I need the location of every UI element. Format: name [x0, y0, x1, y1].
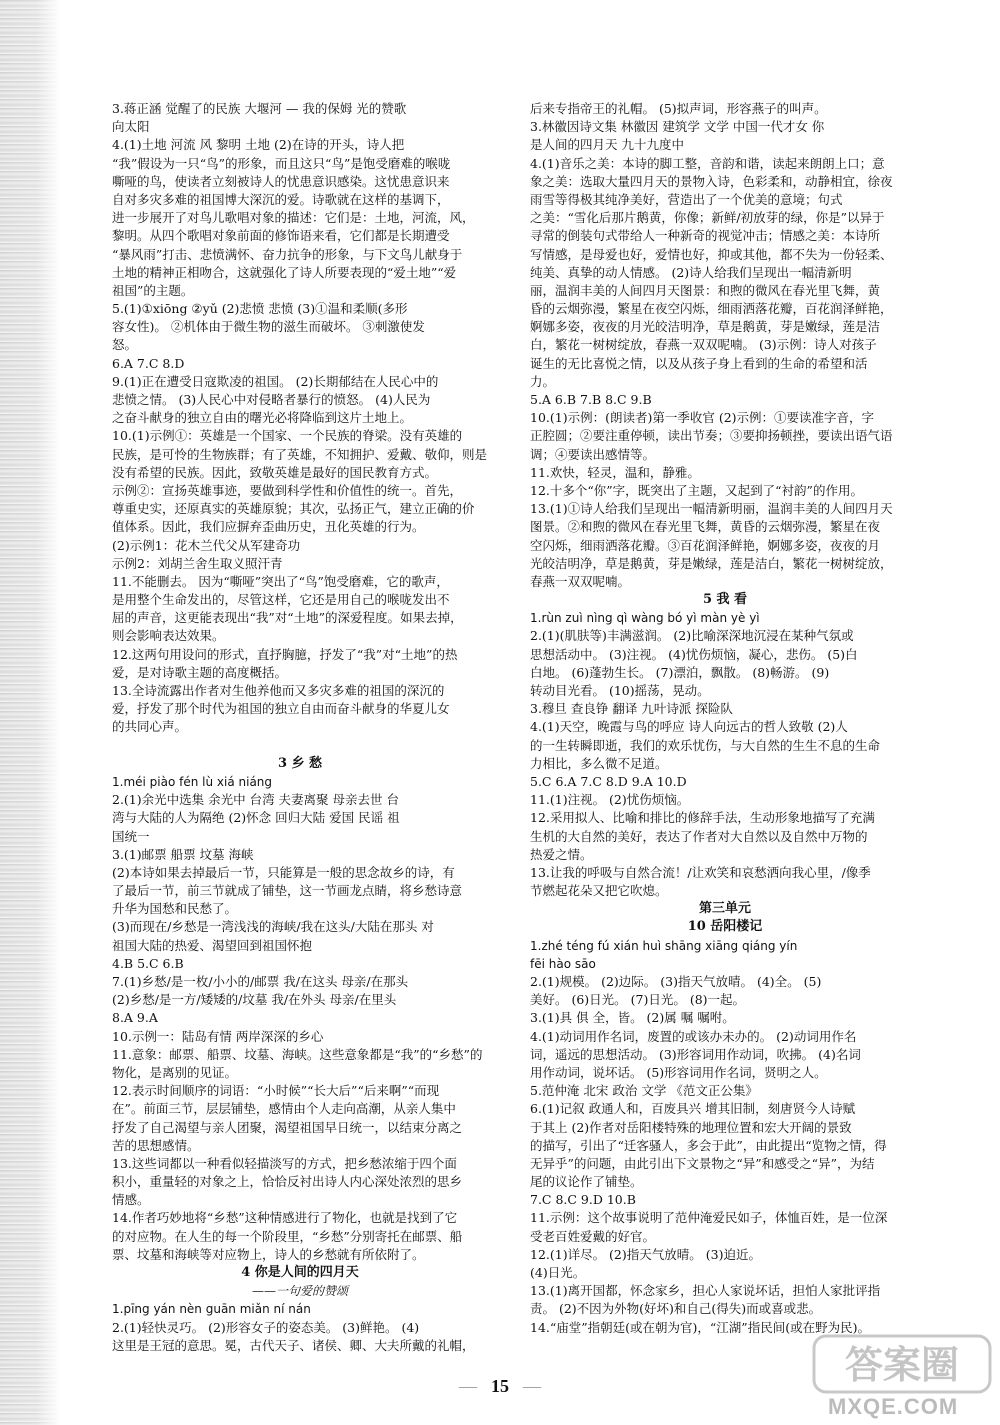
answer-line: 2.(1)(肌肤等)丰满滋润。 (2)比喻深深地沉浸在某种气氛或: [530, 628, 854, 644]
answer-line: 寻常的倒装句式带给人一种新奇的视觉冲击；情感之美：本诗所: [530, 228, 881, 244]
answer-line: 抒发了自己渴望与亲人团聚，渴望祖国早日统一，以结束分离之: [112, 1119, 463, 1135]
section-heading: 10 岳阳楼记: [687, 919, 763, 935]
answer-line: 空闪烁，细雨洒落花瓣。③百花润泽鲜艳，婀娜多姿，夜夜的月: [530, 537, 881, 553]
answer-line: 2.(1)规模。 (2)边际。 (3)指天气放晴。 (4)全。 (5): [530, 974, 822, 989]
left-column: [112, 100, 488, 1355]
answer-line: 13.全诗流露出作者对生他养他而又多灾多难的祖国的深沉的: [112, 683, 445, 698]
answer-line: 14.“庙堂”指朝廷(或在朝为官)，“江湖”指民间(或在野为民)。: [530, 1319, 870, 1335]
answer-line: 4.B 5.C 6.B: [112, 955, 184, 971]
answer-line: (2)乡愁/是一方/矮矮的/坟墓 我/在外头 母亲/在里头: [112, 992, 397, 1008]
answer-line: 14.作者巧妙地将“乡愁”这种情感进行了物化，也就是找到了它: [112, 1210, 458, 1226]
answer-line: 诞生的无比喜悦之情，以及从孩子身上看到的生命的希望和活: [530, 355, 868, 371]
answer-line: 2.(1)余光中选集 余光中 台湾 夫妻离聚 母亲去世 台: [112, 792, 400, 808]
answer-line: 民族，是可怜的生物族群；有了英雄，不知拥护、爱戴、敬仰，则是: [112, 446, 488, 462]
answer-line: 尊重史实，还原真实的英雄原貌；其次，弘扬正气，建立正确的价: [112, 501, 475, 517]
answer-line: 力。: [530, 373, 556, 389]
answer-line: 自对多灾多难的祖国博大深沉的爱。诗歌就在这样的基调下，: [112, 191, 450, 207]
answer-line: 力相比，多么微不足道。: [530, 755, 668, 771]
answer-line: 在”。前面三节，层层铺垫，感情由个人走向高潮，从亲人集中: [112, 1101, 456, 1117]
answer-line: 纯美、真挚的动人情感。 (2)诗人给我们呈现出一幅清新明: [530, 264, 852, 280]
answer-line: 4.(1)土地 河流 风 黎明 土地 (2)在诗的开头，诗人把: [112, 137, 405, 153]
answer-line: 国统一: [112, 828, 150, 844]
answer-line: “暴风雨”打击、悲愤满怀、奋力抗争的形象，与下文鸟儿献身于: [112, 246, 463, 262]
answer-line: 后来专指帝王的礼帽。 (5)拟声词，形容燕子的叫声。: [530, 101, 827, 116]
answer-line: 11.示例：这个故事说明了范仲淹爱民如子，体恤百姓，是一位深: [530, 1210, 888, 1226]
answer-line: 热爱之情。: [530, 846, 593, 862]
answer-line: (2)本诗如果去掉最后一节，只能算是一般的思念故乡的诗，有: [112, 864, 455, 880]
answer-line: 值体系。因此，我们应摒弃歪曲历史，丑化英雄的行为。: [112, 519, 425, 535]
answer-line: 转动目光看。 (10)摇荡，晃动。: [530, 683, 710, 698]
answer-line: 是人间的四月天 九十九度中: [530, 137, 684, 153]
answer-line: 3.(1)邮票 船票 坟墓 海峡: [112, 846, 254, 862]
answer-line: 词，遥远的思想活动。 (3)形容词用作动词，吹拂。 (4)名词: [530, 1046, 861, 1062]
answer-line: 昏的云烟弥漫，繁星在夜空闪烁，细雨洒落花瓣，百花润泽鲜艳，: [530, 301, 893, 317]
answer-line: 尾的议论作了铺垫。: [530, 1174, 643, 1190]
answer-line: 物化，是离别的见证。: [112, 1064, 238, 1080]
answer-line: 6.(1)记叙 政通人和，百废具兴 增其旧制，刻唐贤今人诗赋: [530, 1101, 856, 1117]
answer-line: (4)日光。: [530, 1265, 586, 1280]
answer-line: 13.让我的呼吸与自然合流！/让欢笑和哀愁洒向我心里，/像季: [530, 864, 871, 880]
answer-line: 7.C 8.C 9.D 10.B: [530, 1192, 636, 1208]
answer-line: 情感。: [112, 1192, 150, 1208]
answer-line: 湾与大陆的人为隔绝 (2)怀念 回归大陆 爱国 民谣 祖: [112, 810, 400, 826]
answer-line: 爱，抒发了那个时代为祖国的独立自由而奋斗献身的华夏儿女: [112, 701, 450, 717]
right-column: [530, 100, 920, 1337]
answer-line: 向太阳: [112, 119, 150, 135]
answer-line: 思想活动中。 (3)注视。 (4)忧伤烦恼，凝心，悲伤。 (5)白: [530, 646, 858, 662]
answer-line: 祖国大陆的热爱、渴望回到祖国怀抱: [112, 937, 313, 953]
answer-line: 10.(1)示例①：英雄是一个国家、一个民族的脊梁。没有英雄的: [112, 428, 463, 444]
answer-line: 白地。 (6)蓬勃生长。 (7)漂泊，飘散。 (8)畅游。 (9): [530, 664, 830, 680]
answer-line: 节燃起花朵又把它吹熄。: [530, 883, 668, 899]
answer-line: 苦的思想感情。: [112, 1137, 200, 1153]
answer-line: 3.穆旦 查良铮 翻译 九叶诗派 探险队: [530, 701, 733, 717]
answer-line: 白，繁花一树树绽放，春燕一双双呢喃。 (3)示例：诗人对孩子: [530, 337, 877, 353]
answer-line: 3.林徽因诗文集 林徽因 建筑学 文学 中国一代才女 你: [530, 119, 825, 135]
answer-line: 正腔圆；②要注重停顿，读出节奏；③要抑扬顿挫，要读出语气语: [530, 428, 893, 444]
answer-line: 1.pīng yán nèn guān miǎn ní nán: [112, 1302, 311, 1317]
answer-line: 则会影响表达效果。: [112, 628, 225, 644]
answer-line: 责。 (2)不因为外物(好坏)和自己(得失)而或喜或悲。: [530, 1301, 822, 1317]
answer-line: 10.(1)示例：(朗读者)第一季收官 (2)示例：①要读准字音，字: [530, 410, 875, 426]
answer-line: 丽，温润丰美的人间四月天图景：和煦的微风在春光里飞舞，黄: [530, 282, 881, 298]
answer-line: 6.A 7.C 8.D: [112, 355, 185, 371]
answer-line: 图景。②和煦的微风在春光里飞舞，黄昏的云烟弥漫，繁星在夜: [530, 519, 881, 535]
answer-line: 没有希望的民族。因此，致敬英雄是最好的国民教育方式。: [112, 464, 438, 480]
answer-line: 的对应物。在人生的每一个阶段里，“乡愁”分别寄托在邮票、船: [112, 1228, 463, 1244]
answer-line: 黎明。从四个歌唱对象前面的修饰语来看，它们都是长期遭受: [112, 228, 450, 244]
answer-line: 了最后一节，前三节就成了铺垫，这一节画龙点睛，将乡愁诗意: [112, 883, 463, 899]
answer-line: 爱，是对诗歌主题的高度概括。: [112, 664, 288, 680]
answer-line: 3.(1)具 俱 全，皆。 (2)属 嘱 嘱咐。: [530, 1010, 735, 1026]
answer-line: 12.表示时间顺序的词语：“小时候”“长大后”“后来啊”“而现: [112, 1083, 440, 1099]
answer-line: [112, 737, 488, 755]
answer-line: 5.(1)①xiōng ②yǔ (2)悲愤 悲愤 (3)①温和柔顺(多形: [112, 301, 408, 317]
answer-line: 悲愤之情。 (3)人民心中对侵略者暴行的愤怒。 (4)人民为: [112, 392, 431, 407]
answer-line: fēi hào sāo: [530, 956, 596, 971]
answer-line: 祖国”的主题。: [112, 282, 194, 298]
answer-line: 8.A 9.A: [112, 1010, 158, 1026]
answer-line: 生机的大自然的美好，表达了作者对大自然以及自然中万物的: [530, 828, 868, 844]
section-heading: 第三单元: [698, 901, 751, 917]
scan-shadow-edge: [0, 0, 60, 1425]
answer-line: 7.(1)乡愁/是一枚/小小的/邮票 我/在这头 母亲/在那头: [112, 974, 409, 989]
answer-line: 5.C 6.A 7.C 8.D 9.A 10.D: [530, 773, 687, 789]
answer-line: 12.十多个“你”字，既突出了主题，又起到了“衬韵”的作用。: [530, 482, 863, 498]
answer-line: 13.(1)离开国都，怀念家乡，担心人家说坏话，担怕人家批评指: [530, 1283, 881, 1299]
answer-line: 嘶哑的鸟，使读者立刻被诗人的忧患意识感染。这忧患意识来: [112, 173, 450, 189]
answer-line: 5.A 6.B 7.B 8.C 9.B: [530, 392, 652, 407]
answer-line: 2.(1)轻快灵巧。 (2)形容女子的姿态美。 (3)鲜艳。 (4): [112, 1319, 420, 1335]
answer-line: 1.zhé téng fú xián huì shāng xiāng qiáng yín: [530, 938, 798, 953]
answer-line: 之美：“雪化后那片鹅黄，你像；新鲜/初放芽的绿，你是”以异于: [530, 210, 885, 226]
answer-line: 的描写，引出了“迁客骚人，多会于此”，由此提出“览物之情，得: [530, 1137, 887, 1153]
answer-line: 4.(1)动词用作名词，废置的或该办未办的。 (2)动词用作名: [530, 1028, 857, 1044]
answer-line: (3)而现在/乡愁是一湾浅浅的海峡/我在这头/大陆在那头 对: [112, 919, 434, 935]
answer-line: 用作动词，说坏话。 (5)形容词用作名词，贤明之人。: [530, 1064, 827, 1080]
answer-line: 3.蒋正涵 觉醒了的民族 大堰河 — 我的保姆 光的赞歌: [112, 101, 407, 116]
answer-line: “我”假设为一只“鸟”的形象，而且这只“鸟”是饱受磨难的喉咙: [112, 155, 451, 171]
answer-line: 的共同心声。: [112, 719, 188, 735]
answer-line: 无异乎”的问题，由此引出下文景物之“异”和感受之“异”，为结: [530, 1155, 875, 1171]
answer-line: 的一生转瞬即逝，我们的欢乐忧伤，与大自然的生生不息的生命: [530, 737, 881, 753]
answer-line: 之奋斗献身的独立自由的曙光必将降临到这片土地上。: [112, 410, 413, 426]
answer-line: 雨雪等得极其纯净美好，营造出了一个优美的意境；句式: [530, 191, 843, 207]
answer-line: 12.这两句用设问的形式，直抒胸臆，抒发了“我”对“土地”的热: [112, 646, 458, 662]
answer-line: 进一步展开了对鸟儿歌唱对象的描述：它们是：土地，河流，风，: [112, 210, 475, 226]
answer-line: 11.不能删去。 因为“嘶哑”突出了“鸟”饱受磨难，它的歌声，: [112, 573, 449, 589]
answer-line: 1.rùn zuì nìng qì wàng bó yì màn yè yì: [530, 611, 760, 626]
answer-line: 票、坟墓和海峡等对应物上，诗人的乡愁就有所依附了。: [112, 1246, 425, 1262]
answer-line: 于其上 (2)作者对岳阳楼特殊的地理位置和宏大开阔的景致: [530, 1119, 852, 1135]
watermark-logo: [810, 1330, 995, 1425]
answer-line: 11.意象：邮票、船票、坟墓、海峡。这些意象都是“我”的“乡愁”的: [112, 1046, 483, 1062]
answer-line: 受老百姓爱戴的好官。: [530, 1228, 656, 1244]
answer-line: 9.(1)正在遭受日寇欺凌的祖国。 (2)长期郁结在人民心中的: [112, 373, 439, 389]
answer-line: 象之美：选取大量四月天的景物入诗，色彩柔和，动静相宜，徐夜: [530, 173, 893, 189]
answer-line: 5.范仲淹 北宋 政治 文学 《范文正公集》: [530, 1083, 758, 1099]
answer-line: 示例2：刘胡兰舍生取义照汗青: [112, 555, 283, 571]
section-heading: 4 你是人间的四月天: [241, 1265, 359, 1280]
watermark-site: MXQE.COM: [828, 1394, 959, 1419]
answer-line: 美好。 (6)日光。 (7)日光。 (8)一起。: [530, 992, 746, 1008]
answer-line: 这里是王冠的意思。冕，古代天子、诸侯、卿、大夫所戴的礼帽，: [112, 1337, 475, 1353]
answer-line: 示例②：宣扬英雄事迹，要做到科学性和价值性的统一。首先，: [112, 482, 463, 498]
answer-line: (2)示例1：花木兰代父从军建奇功: [112, 537, 301, 553]
answer-line: 怒。: [112, 337, 138, 353]
answer-line: 12.(1)详尽。 (2)指天气放晴。 (3)迫近。: [530, 1246, 761, 1262]
answer-line: 10.示例一：陆岛有情 两岸深深的乡心: [112, 1028, 324, 1044]
answer-line: 积小，重量轻的对象之上，恰恰反衬出诗人内心深处浓烈的思乡: [112, 1174, 463, 1190]
answer-line: 13.(1)①诗人给我们呈现出一幅清新明丽，温润丰美的人间四月天: [530, 501, 893, 517]
answer-line: 4.(1)音乐之美：本诗的脚工整，音韵和谐，读起来朗朗上口；意: [530, 155, 885, 171]
answer-line: 13.这些词都以一种看似轻描淡写的方式，把乡愁浓缩于四个面: [112, 1155, 457, 1171]
page-number: — 15 —: [0, 1376, 1000, 1397]
answer-line: 11.(1)注视。 (2)忧伤烦恼。: [530, 792, 690, 808]
answer-line: 春燕一双双呢喃。: [530, 573, 631, 589]
section-subtitle: ——一句爱的赞颂: [251, 1284, 348, 1299]
answer-line: 土地的精神正相吻合，这就强化了诗人所要表现的“爱土地”“爱: [112, 264, 457, 280]
answer-line: 是用整个生命发出的，尽管这样，它还是用自己的喉咙发出不: [112, 592, 450, 608]
answer-line: 4.(1)天空，晚霞与鸟的呼应 诗人向远古的哲人致敬 (2)人: [530, 719, 848, 735]
answer-line: 屈的声音，这更能表现出“我”对“土地”的深爱程度。如果去掉，: [112, 610, 463, 626]
watermark-logo-icon: [810, 1330, 995, 1400]
answer-line: 调；④要读出感情等。: [530, 446, 656, 462]
answer-line: 1.méi piào fén lù xiá niáng: [112, 774, 273, 789]
answer-line: 婀娜多姿，夜夜的月光皎洁明净，草是鹅黄，芽是嫩绿，莲是洁: [530, 319, 881, 335]
answer-line: 12.采用拟人、比喻和排比的修辞手法，生动形象地描写了充满: [530, 810, 875, 826]
section-heading: 5 我 看: [702, 592, 748, 608]
answer-line: 写情感，是母爱也好，爱情也好，抑或其他，都不失为一份轻柔、: [530, 246, 893, 262]
watermark-logo-text: 答案圈: [844, 1343, 960, 1387]
section-heading: 3 乡 愁: [277, 755, 323, 771]
answer-line: 容女性)。 ②机体由于微生物的滋生而破坏。 ③刺激使发: [112, 319, 425, 335]
answer-line: 升华为国愁和民愁了。: [112, 901, 238, 917]
answer-line: 光皎洁明净，草是鹅黄，芽是嫩绿，莲是洁白，繁花一树树绽放，: [530, 555, 893, 571]
answer-line: 11.欢快，轻灵，温和，静雅。: [530, 464, 700, 480]
